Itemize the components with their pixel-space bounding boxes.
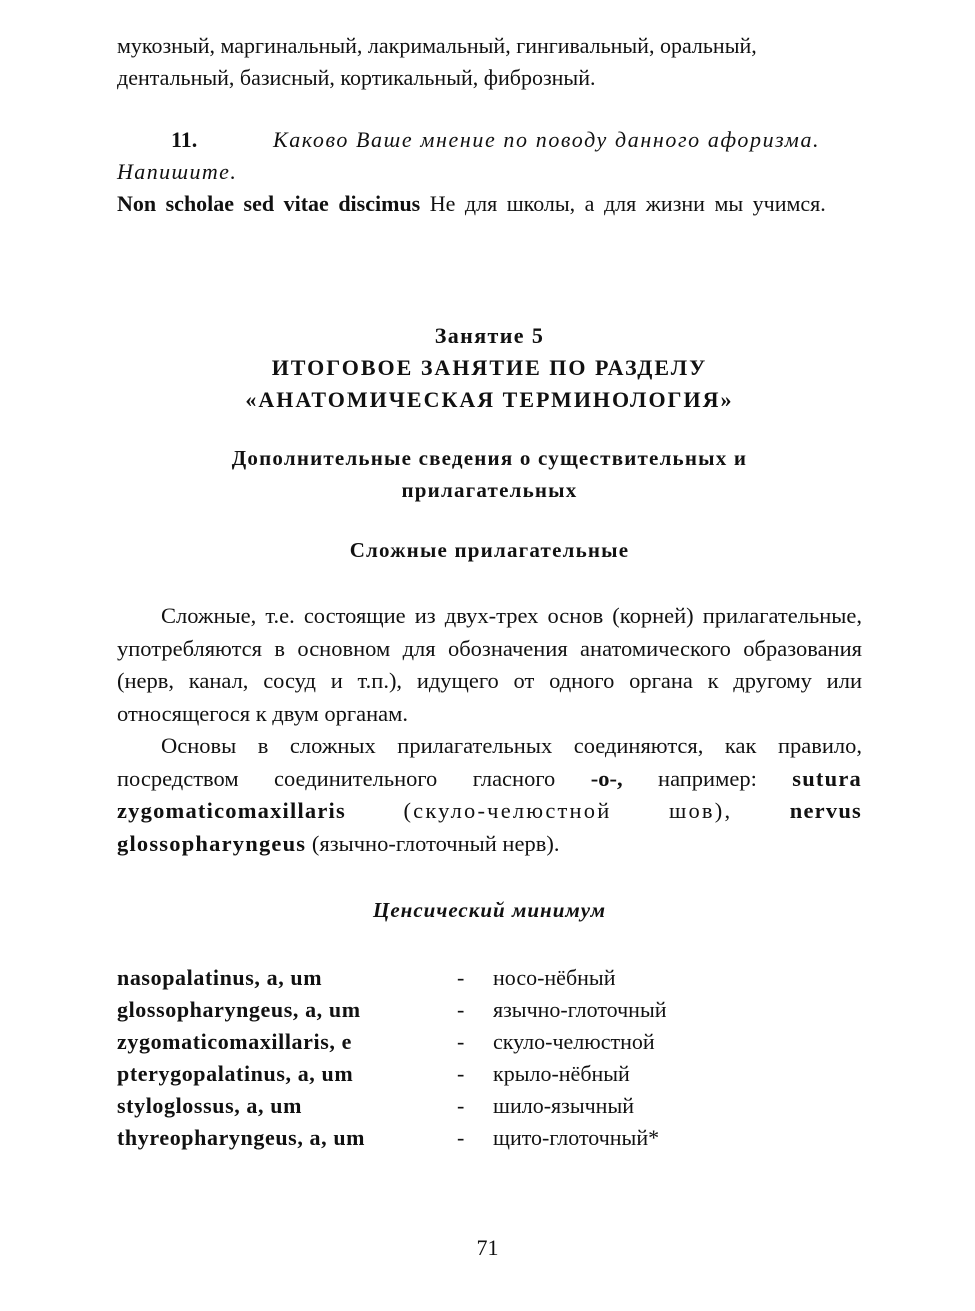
vocabulary-dash: - [457,1093,465,1118]
lesson-title-line-2: «АНАТОМИЧЕСКАЯ ТЕРМИНОЛОГИЯ» [245,387,734,412]
paragraph-2-part-1: Основы в сложных прилагательных соединяются, как правило, посредством соединительного гласного [117,733,862,791]
motto-translation: Не для школы, а для жизни мы учимся. [420,191,826,216]
vocabulary-translation: крыло-нёбный [493,1061,630,1086]
vocabulary-translation: щито-глоточный* [493,1125,660,1150]
vocabulary-dash: - [457,1029,465,1054]
page-content [117,30,862,1154]
paragraph-2 [117,730,862,860]
subheading-compound-adjectives: Сложные прилагательные [349,538,630,562]
connecting-vowel: -o-, [590,765,623,791]
subheading-line-2: прилагательных [401,478,578,502]
vocabulary-translation: шило-язычный [493,1093,635,1118]
adjectives-list-line-1: мукозный, маргинальный, лакримальный, гингивальный, оральный, [117,33,757,58]
adjectives-list-line-2: дентальный, базисный, кортикальный, фиброзный. [117,65,596,90]
vocabulary-row [117,1058,862,1090]
motto [117,188,862,220]
vocabulary-translation: скуло-челюстной [493,1029,655,1054]
vocabulary-heading: Ценсический минимум [373,898,606,922]
vocabulary-row [117,994,862,1026]
vocabulary-row [117,1122,862,1154]
motto-latin: Non scholae sed vitae discimus [117,191,421,216]
vocabulary-dash: - [457,1125,465,1150]
page-number: 71 [476,1235,499,1260]
question-continuation: Напишите. [117,159,238,184]
vocabulary-translation: носо-нёбный [493,965,616,990]
vocabulary-dash: - [457,965,465,990]
vocabulary-translation: язычно-глоточный [493,997,667,1022]
question-11 [117,124,862,156]
vocabulary-term: thyreopharyngeus, a, um [117,1125,366,1150]
example-translation-1: (скуло-челюстной шов), [345,798,790,823]
vocabulary-term: pterygopalatinus, a, um [117,1061,354,1086]
example-term-2: nervus glossopharyngeus [117,798,862,856]
vocabulary-list [117,962,862,1154]
subheading-line-1: Дополнительные сведения о существительных и [231,446,748,470]
question-number: 11. [171,127,198,152]
vocabulary-dash: - [457,1061,465,1086]
vocabulary-term: zygomaticomaxillaris, e [117,1029,352,1054]
vocabulary-term: glossopharyngeus, a, um [117,997,361,1022]
vocabulary-dash: - [457,997,465,1022]
lesson-title-line-1: ИТОГОВОЕ ЗАНЯТИЕ ПО РАЗДЕЛУ [271,355,708,380]
example-translation-2: (язычно-глоточный нерв). [306,830,560,856]
vocabulary-term: styloglossus, a, um [117,1093,302,1118]
vocabulary-row [117,962,862,994]
body-text [117,600,862,860]
vocabulary-row [117,1090,862,1122]
vocabulary-row [117,1026,862,1058]
paragraph-1: Сложные, т.е. состоящие из двух-трех основ (корней) прилагательные, употребляются в основном для обозначения анатомического образования (нерв, канал, сосуд и т.п.), идущего от одного органа к другому или относящегося к двум органам. [117,603,862,726]
example-term-1: sutura zygomaticomaxillaris [117,765,862,823]
lesson-label: Занятие 5 [434,323,545,348]
paragraph-2-part-2: например: [622,765,793,791]
question-text: Каково Ваше мнение по поводу данного афоризма. [273,127,821,152]
vocabulary-term: nasopalatinus, a, um [117,965,323,990]
